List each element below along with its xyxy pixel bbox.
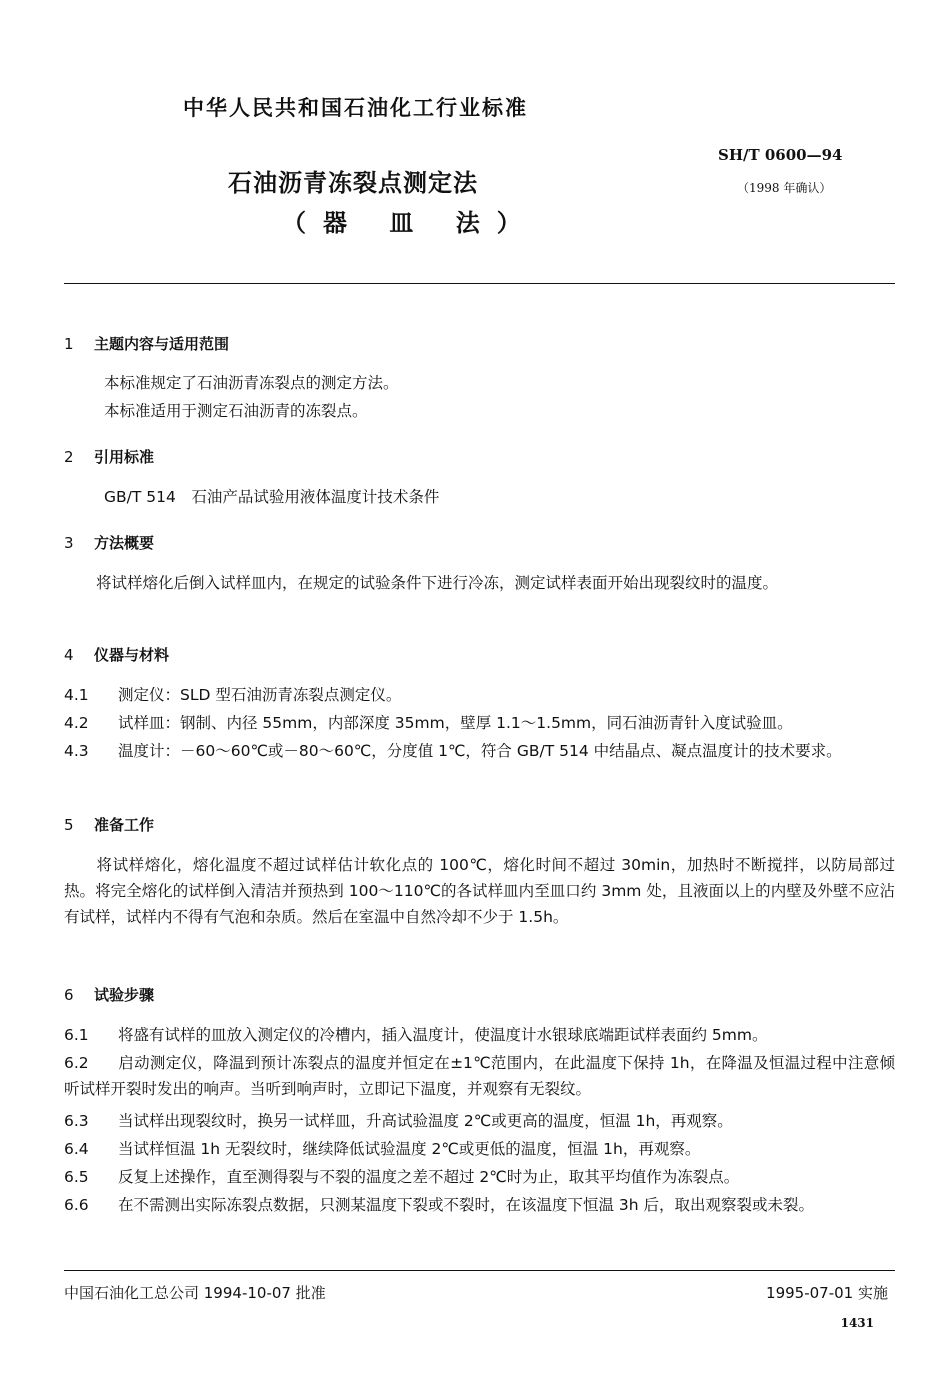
section-title: 准备工作 [94,816,155,834]
item-number: 6.1 [64,1026,89,1044]
section-heading-5 [64,814,154,835]
paragraph [64,570,895,596]
item-number: 6.6 [64,1196,89,1214]
section-number: 6 [64,986,74,1004]
item-number: 6.4 [64,1140,89,1158]
item-text: 在不需测出实际冻裂点数据，只测某温度下裂或不裂时，在该温度下恒温 3h 后，取出观察裂或未裂。 [118,1196,815,1214]
reference-standard: GB/T 514 石油产品试验用液体温度计技术条件 [104,488,440,506]
list-item [64,1108,895,1134]
section-title: 引用标准 [94,448,155,466]
section-heading-3 [64,532,154,553]
item-text: 反复上述操作，直至测得裂与不裂的温度之差不超过 2℃时为止，取其平均值作为冻裂点。 [118,1168,740,1186]
section-number: 4 [64,646,74,664]
paragraph [64,852,895,930]
standard-category-title: 中华人民共和国石油化工行业标准 [183,96,528,120]
list-item [64,1050,895,1102]
list-item [64,682,895,708]
section-title: 试验步骤 [94,986,155,1004]
list-item [64,710,895,736]
section-heading-6 [64,984,154,1005]
section-number: 1 [64,335,74,353]
section-heading-2 [64,446,154,467]
list-item [64,738,895,764]
page-number: 1431 [840,1316,874,1330]
paragraph: 本标准适用于测定石油沥青的冻裂点。 [104,402,368,420]
paragraph-text: 将试样熔化后倒入试样皿内，在规定的试验条件下进行冷冻，测定试样表面开始出现裂纹时的温度。 [96,574,779,592]
document-title: 石油沥青冻裂点测定法 [228,169,478,197]
item-text: 当试样出现裂纹时，换另一试样皿，升高试验温度 2℃或更高的温度，恒温 1h，再观察。 [118,1112,733,1130]
item-number: 6.2 [64,1054,89,1072]
item-text: 测定仪：SLD 型石油沥青冻裂点测定仪。 [118,686,402,704]
section-number: 5 [64,816,74,834]
list-item [64,1164,895,1190]
item-text: 将盛有试样的皿放入测定仪的冷槽内，插入温度计，使温度计水银球底端距试样表面约 5mm。 [118,1026,768,1044]
standard-code: SH/T 0600—94 [718,146,843,164]
item-number: 4.3 [64,742,89,760]
section-heading-4 [64,644,169,665]
document-subtitle: （器 皿 法） [282,209,538,237]
approval-info: 中国石油化工总公司 1994-10-07 批准 [64,1284,326,1302]
section-title: 方法概要 [94,534,155,552]
header-divider [64,283,895,284]
footer-divider [64,1270,895,1271]
section-title: 仪器与材料 [94,646,170,664]
item-number: 4.1 [64,686,89,704]
paragraph: 本标准规定了石油沥青冻裂点的测定方法。 [104,374,399,392]
section-number: 2 [64,448,74,466]
list-item [64,1136,895,1162]
item-text: 启动测定仪，降温到预计冻裂点的温度并恒定在±1℃范围内，在此温度下保持 1h，在降温及恒温过程中注意倾听试样开裂时发出的响声。当听到响声时，立即记下温度，并观察有无裂纹。 [64,1054,895,1098]
item-text: 试样皿：钢制、内径 55mm，内部深度 35mm，壁厚 1.1～1.5mm，同石油沥青针入度试验皿。 [118,714,793,732]
effective-date: 1995-07-01 实施 [766,1284,888,1302]
item-number: 6.5 [64,1168,89,1186]
section-number: 3 [64,534,74,552]
item-text: 当试样恒温 1h 无裂纹时，继续降低试验温度 2℃或更低的温度，恒温 1h，再观察。 [118,1140,701,1158]
item-number: 6.3 [64,1112,89,1130]
list-item [64,1192,895,1218]
list-item [64,1022,895,1048]
section-heading-1 [64,333,229,354]
paragraph-text: 将试样熔化，熔化温度不超过试样估计软化点的 100℃，熔化时间不超过 30min，加热时不断搅拌，以防局部过热。将完全熔化的试样倒入清洁并预热到 100～110℃的各试样皿内至皿口约 3mm 处，且液面以上的内壁及外壁不应沾有试样，试样内不得有气泡和杂质。然后在室温中自然冷却不少于 1.5h。 [64,856,895,926]
item-number: 4.2 [64,714,89,732]
confirmation-year: （1998 年确认） [737,181,832,195]
item-text: 温度计：－60～60℃或－80～60℃，分度值 1℃，符合 GB/T 514 中结晶点、凝点温度计的技术要求。 [118,742,842,760]
section-title: 主题内容与适用范围 [94,335,230,353]
